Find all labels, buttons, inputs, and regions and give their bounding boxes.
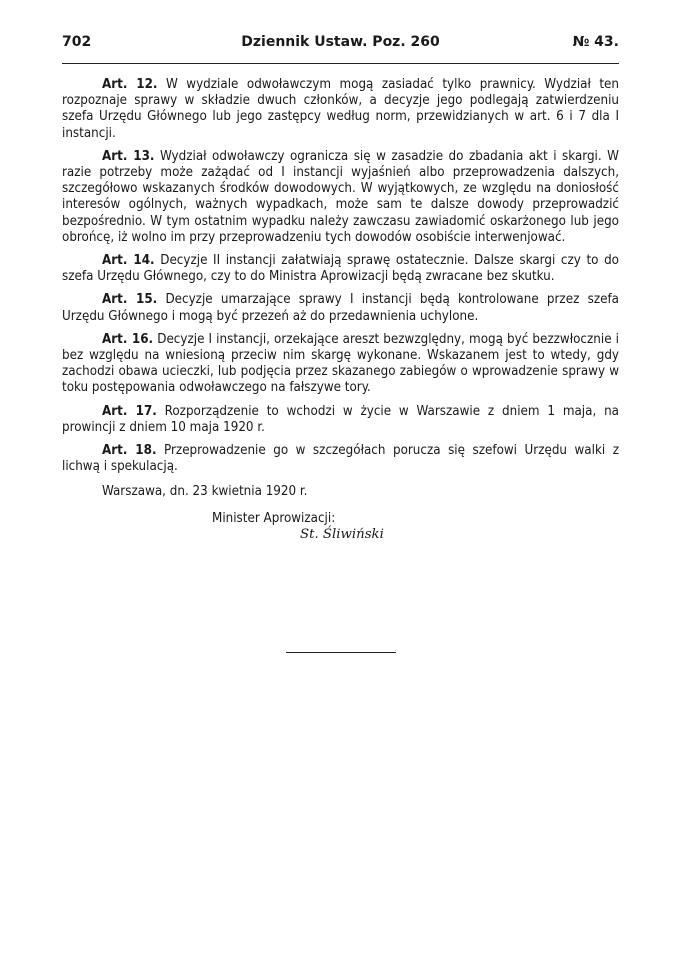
page-header [62,34,619,56]
article-label: Art. 18. [102,443,157,459]
article-text: Decyzje umarzające sprawy I instancji będą kontrolowane przez szefa Urzędu Głównego i mogą być przezeń aż do przedawnienia uchylone. [62,292,619,324]
header-rule [62,63,619,64]
article-16 [62,332,619,397]
article-17 [62,404,619,436]
article-13 [62,149,619,246]
article-text: Rozporządzenie to wchodzi w życie w Warszawie z dniem 1 maja, na prowincji z dniem 10 maja 1920 r. [62,403,619,435]
issue-number: № 43. [572,34,619,50]
article-label: Art. 16. [102,331,154,347]
article-text: Decyzje II instancji załatwiają sprawę ostatecznie. Dalsze skargi czy to do szefa Urzędu Głównego, czy to do Ministra Aprowizacji będą zwracane bez skutku. [62,253,619,285]
document-body [62,77,619,543]
date-line: Warszawa, dn. 23 kwietnia 1920 r. [102,484,308,500]
article-text: Wydział odwoławczy ogranicza się w zasadzie do zbadania akt i skargi. W razie potrzeby może zażądać od I instancji wyjaśnień albo przeprowadzenia dalszych, szczegółowo wskazanych środków dowodowych. W wyjątkowych, ze względu na doniosłość interesów ogólnych, ważnych wypadkach, może sam te dalsze dowody przeprowadzić bezpośrednio. W tym ostatnim wypadku należy zawczasu zawiadomić oskarżonego lub jego obrońcę, iż wolno im przy przeprowadzeniu tych dowodów osobiście interwenjować. [62,148,619,245]
article-18 [62,443,619,475]
article-label: Art. 14. [102,253,155,269]
journal-title: Dziennik Ustaw. Poz. 260 [241,34,440,50]
article-text: W wydziale odwoławczym mogą zasiadać tylko prawnicy. Wydział ten rozpoznaje sprawy w składzie dwuch członków, a decyzje jego podlegają zatwierdzeniu szefa Urzędu Głównego lub jego zastępcy według norm, przewidzianych w art. 6 i 7 dla I instancji. [62,77,620,141]
page-number: 702 [62,34,92,50]
article-label: Art. 17. [102,403,157,419]
article-label: Art. 12. [102,77,158,92]
minister-title: Minister Aprowizacji: [212,510,336,526]
article-text: Przeprowadzenie go w szczegółach porucza się szefowi Urzędu walki z lichwą i spekulacją. [62,443,619,475]
closing-rule [286,652,396,653]
article-15 [62,292,619,324]
article-12 [62,77,619,142]
article-14 [62,253,619,285]
article-text: Decyzje I instancji, orzekające areszt bezwzględny, mogą być bezzwłocznie i bez względu na wniesioną przeciw nim skargę wykonane. Wskazanem jest to wtedy, gdy zachodzi obawa ucieczki, lub podjęcia przez skazanego zabiegów o wprowadzenie sprawy w toku postępowania odwoławczego na fałszywe tory. [62,331,619,396]
article-label: Art. 13. [102,148,155,164]
minister-signature: St. Śliwiński [300,526,384,542]
article-label: Art. 15. [102,292,158,308]
